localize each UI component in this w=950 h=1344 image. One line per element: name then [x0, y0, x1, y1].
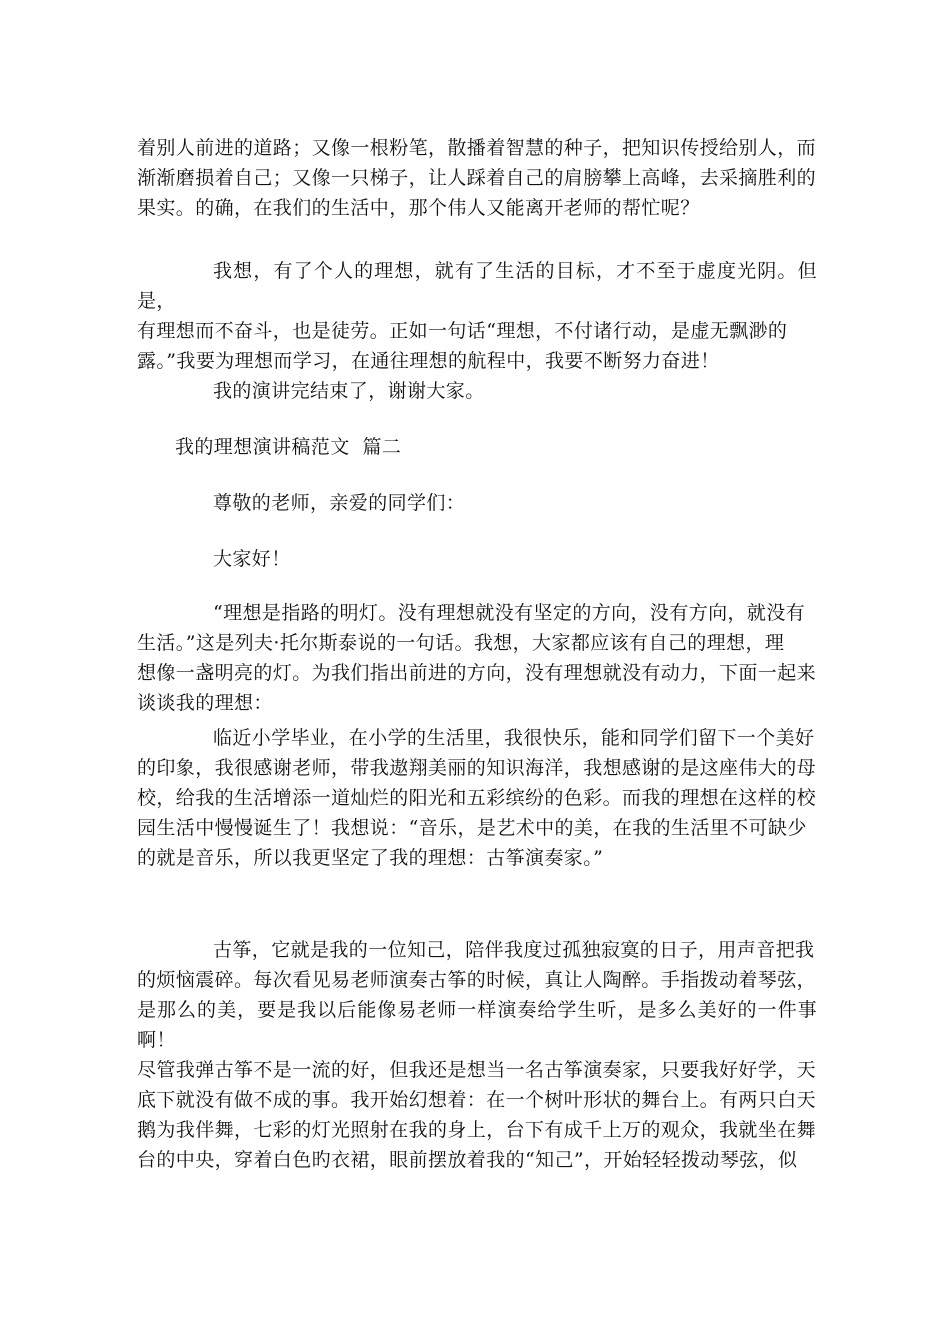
paragraph-salutation: 尊敬的老师，亲爱的同学们：: [213, 492, 466, 514]
section-heading: 我的理想演讲稿范文 篇二: [175, 436, 402, 458]
paragraph-guzheng-dream: 古筝，它就是我的一位知己，陪伴我度过孤独寂寞的日子，用声音把我 的烦恼震碎。每次看见易老师演奏古筝的时候，真让人陶醉。手指拨动着琴弦， 是那么的美，要是我以后能像易老师一样演奏给学生听，是多么美好的一件事啊！ 尽管我弹古筝不是一流的好，但我还是想当一名古筝演奏家，只要我好好学，天 底下就没有做不成的事。我开始幻想着：在一个树叶形状的舞台上。有两只白天 鹅为我伴舞，七彩的灯光照射在我的身上，台下有成千上万的观众，我就坐在舞 台的中央，穿着白色旳衣裙，眼前摆放着我的“知己”，开始轻轻拨动琴弦，似: [137, 939, 817, 1171]
paragraph-ideal-and-effort: 我想，有了个人的理想，就有了生活的目标，才不至于虚度光阴。但是， 有理想而不奋斗，也是徒劳。正如一句话“理想，不付诸行动，是虚无飘渺的 露。”我要为理想而学习，在通往理想的航程中，我要不断努力奋进！: [137, 260, 817, 372]
paragraph-speech-closing: 我的演讲完结束了，谢谢大家。: [213, 380, 485, 402]
paragraph-school-life: 临近小学毕业，在小学的生活里，我很快乐，能和同学们留下一个美好 的印象，我很感谢老师，带我遨翔美丽的知识海洋，我想感谢的是这座伟大的母 校，给我的生活增添一道灿烂的阳光和五彩缤纷的色彩。而我的理想在这样的校 园生活中慢慢诞生了！我想说：“音乐，是艺术中的美，在我的生活里不可缺少 的就是音乐，所以我更坚定了我的理想：古筝演奏家。”: [137, 727, 817, 869]
paragraph-tolstoy-quote: “理想是指路的明灯。没有理想就没有坚定的方向，没有方向，就没有 生活。”这是列夫·托尔斯泰说的一句话。我想，大家都应该有自己的理想，理 想像一盏明亮的灯。为我们指出前进的方向，没有理想就没有动力，下面一起来 谈谈我的理想：: [137, 602, 817, 714]
paragraph-greeting: 大家好！: [213, 548, 291, 570]
paragraph-teacher-metaphor: 着别人前进的道路；又像一根粉笔，散播着智慧的种子，把知识传授给别人，而 渐渐磨损着自己；又像一只梯子，让人踩着自己的肩膀攀上高峰，去采摘胜利的 果实。的确，在我们的生活中，那个伟人又能离开老师的帮忙呢？: [137, 137, 817, 219]
